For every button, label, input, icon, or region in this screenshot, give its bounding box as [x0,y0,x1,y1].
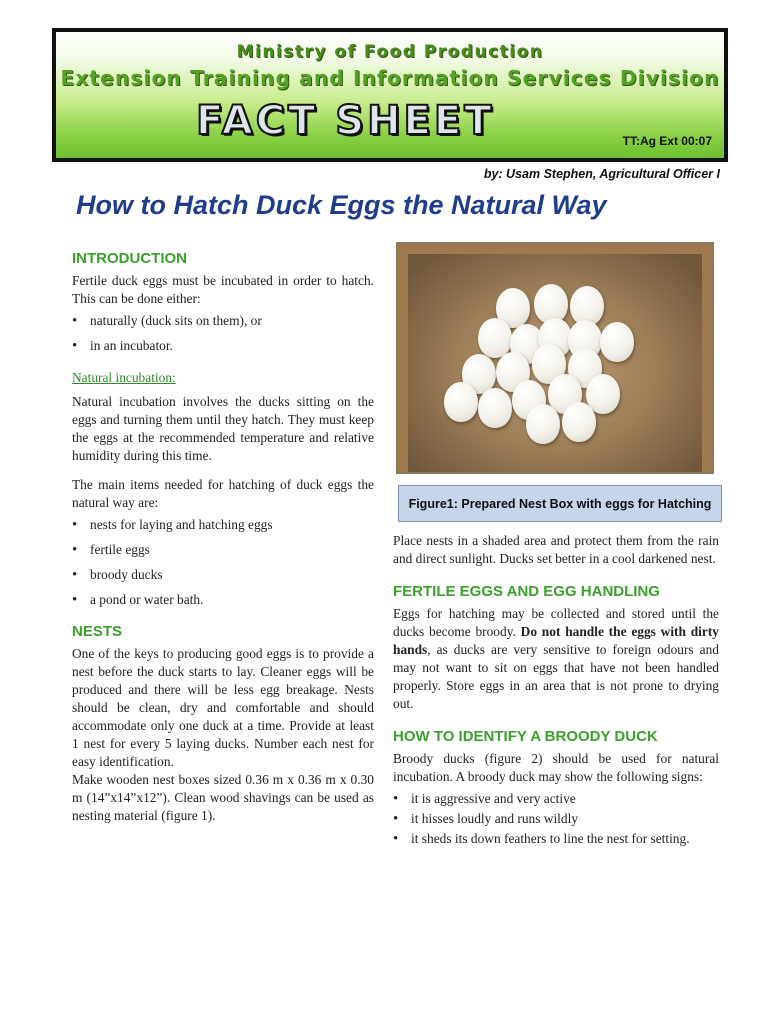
broody-signs-list [393,790,719,848]
nest-box-text: Make wooden nest boxes sized 0.36 m x 0.36 m x 0.30 m (14”x14”x12”). Clean wood shavings can be used as nesting material (figure 1). [72,772,374,823]
incubation-methods-list [72,312,374,355]
nest-box-photo [396,242,714,474]
figure-caption: Figure1: Prepared Nest Box with eggs for Hatching [398,485,722,522]
header-banner [52,28,728,162]
list-item: • in an incubator. [72,337,374,355]
left-column [72,250,374,825]
natural-incubation-text: Natural incubation involves the ducks sitting on the eggs and turning them until they hatch. They must keep the eggs at the recommended temperature and relative humidity during this time. [72,394,374,463]
fertile-eggs-text [393,605,719,713]
fertile-eggs-heading: FERTILE EGGS AND EGG HANDLING [393,583,660,600]
list-item: • nests for laying and hatching eggs [72,516,374,534]
list-item: • it is aggressive and very active [393,790,719,808]
fertile-eggs-text-after: , as ducks are very sensitive to foreign odours and may not want to sit on eggs that have not been handled properly. Store eggs in an area that is not prone to drying out. [393,642,719,711]
introduction-text: Fertile duck eggs must be incubated in order to hatch. This can be done either: [72,273,374,306]
broody-text: Broody ducks (figure 2) should be used for natural incubation. A broody duck may show the following signs: [393,751,719,784]
list-item: • it sheds its down feathers to line the nest for setting. [393,830,719,848]
page-title: How to Hatch Duck Eggs the Natural Way [76,190,607,220]
items-list [72,516,374,609]
document-code: TT:Ag Ext 00:07 [622,134,712,148]
introduction-heading: INTRODUCTION [72,250,187,267]
right-column [393,532,719,850]
handling-warning: Do not handle the eggs with dirty hands [393,624,719,657]
items-intro: The main items needed for hatching of duck eggs the natural way are: [72,477,374,510]
ministry-name: Ministry of Food Production [236,42,544,62]
natural-incubation-heading: Natural incubation: [72,370,176,385]
division-name: Extension Training and Information Services Division [60,66,720,90]
list-item: • a pond or water bath. [72,591,374,609]
list-item: • broody ducks [72,566,374,584]
nests-text: One of the keys to producing good eggs is to provide a nest before the duck starts to lay. Cleaner eggs will be produced and there will be less egg breakage. Nests should be clean, dry and comfortable and should accommodate only one duck at a time. Provide at least 1 nest for every 5 laying ducks. Number each nest for easy identification. [72,646,374,769]
list-item: • it hisses loudly and runs wildly [393,810,719,828]
list-item: • naturally (duck sits on them), or [72,312,374,330]
list-item: • fertile eggs [72,541,374,559]
nest-placement-text: Place nests in a shaded area and protect them from the rain and direct sunlight. Ducks set better in a cool darkened nest. [393,533,719,566]
nests-heading: NESTS [72,623,123,640]
broody-heading: HOW TO IDENTIFY A BROODY DUCK [393,728,658,745]
author-byline: by: Usam Stephen, Agricultural Officer I [483,167,720,181]
fertile-eggs-text-before: Eggs for hatching may be collected and stored until the ducks become broody. [393,606,719,639]
fact-sheet-title: FACT SHEET [196,98,495,144]
